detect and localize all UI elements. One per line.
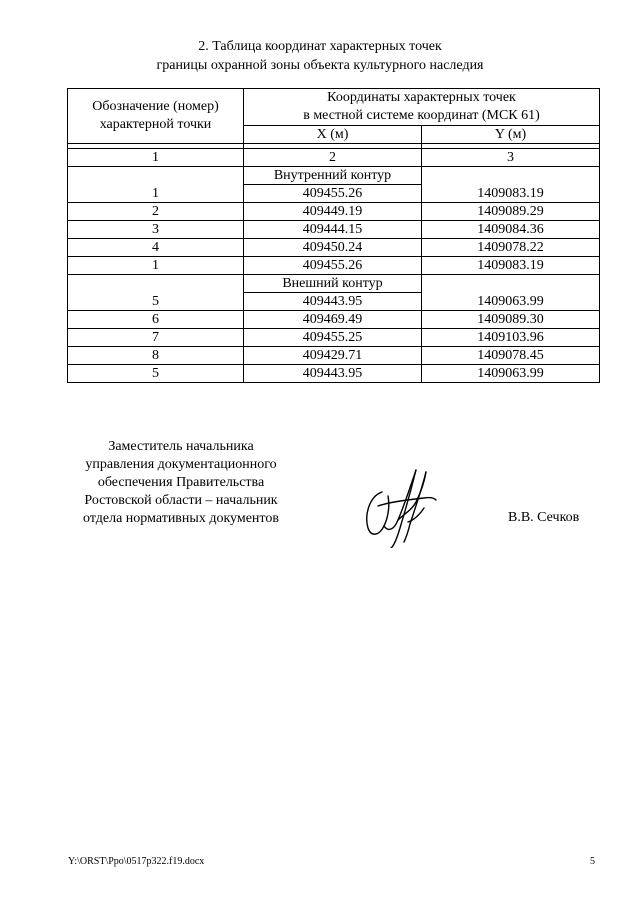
x-coordinate-cell: 409455.26 xyxy=(244,257,422,275)
signer-title-line: отдела нормативных документов xyxy=(83,511,279,526)
document-title xyxy=(0,37,640,75)
signer-name: В.В. Сечков xyxy=(508,510,580,525)
signer-title-line: Ростовской области – начальник xyxy=(84,493,278,508)
signer-title-line: обеспечения Правительства xyxy=(97,475,265,490)
section-name: Внешний контур xyxy=(244,275,422,293)
x-coordinate-cell: 409429.71 xyxy=(244,347,422,365)
x-coordinate-cell: 409449.19 xyxy=(244,203,422,221)
point-number-cell: 8 xyxy=(68,347,244,365)
y-coordinate-cell: 1409078.45 xyxy=(422,347,600,365)
y-coordinate-cell: 1409083.19 xyxy=(422,257,600,275)
x-coordinate-cell: 409443.95 xyxy=(244,293,422,311)
column-number-row xyxy=(68,149,600,167)
column-number: 1 xyxy=(68,149,244,167)
page-number: 5 xyxy=(590,856,595,867)
x-coordinate-cell: 409444.15 xyxy=(244,221,422,239)
signer-title-line: управления документационного xyxy=(85,457,277,472)
y-coordinate-cell: 1409089.30 xyxy=(422,311,600,329)
point-number-cell: 3 xyxy=(68,221,244,239)
y-coordinate-cell: 1409078.22 xyxy=(422,239,600,257)
footer-file-path: Y:\ORST\Ppo\0517p322.f19.docx xyxy=(68,856,205,867)
header-coordinates: Координаты характерных точек в местной системе координат (МСК 61) xyxy=(244,89,600,126)
table-row xyxy=(68,347,600,365)
point-number-cell: 5 xyxy=(68,365,244,383)
section-header-row xyxy=(68,167,600,185)
point-number-cell: 1 xyxy=(68,185,244,203)
y-coordinate-cell: 1409084.36 xyxy=(422,221,600,239)
table-row xyxy=(68,221,600,239)
title-line-2: границы охранной зоны объекта культурного наследия xyxy=(156,58,484,73)
column-number: 3 xyxy=(422,149,600,167)
table-row xyxy=(68,257,600,275)
x-coordinate-cell: 409455.26 xyxy=(244,185,422,203)
table-row xyxy=(68,239,600,257)
header-x: X (м) xyxy=(244,126,422,144)
table-row xyxy=(68,311,600,329)
signer-title-line: Заместитель начальника xyxy=(108,439,254,454)
y-coordinate-cell: 1409089.29 xyxy=(422,203,600,221)
point-number-cell: 2 xyxy=(68,203,244,221)
x-coordinate-cell: 409469.49 xyxy=(244,311,422,329)
y-coordinate-cell: 1409103.96 xyxy=(422,329,600,347)
table-row xyxy=(68,365,600,383)
header-y: Y (м) xyxy=(422,126,600,144)
point-number-cell: 4 xyxy=(68,239,244,257)
signer-title xyxy=(70,438,292,528)
point-number-cell: 7 xyxy=(68,329,244,347)
table-row xyxy=(68,293,600,311)
x-coordinate-cell: 409450.24 xyxy=(244,239,422,257)
table-row xyxy=(68,185,600,203)
table-row xyxy=(68,203,600,221)
column-number: 2 xyxy=(244,149,422,167)
title-line-1: 2. Таблица координат характерных точек xyxy=(198,39,442,54)
coordinates-table xyxy=(67,88,600,383)
point-number-cell: 1 xyxy=(68,257,244,275)
header-point-column: Обозначение (номер) характерной точки xyxy=(68,89,244,144)
section-header-row xyxy=(68,275,600,293)
y-coordinate-cell: 1409083.19 xyxy=(422,185,600,203)
x-coordinate-cell: 409455.25 xyxy=(244,329,422,347)
table-row xyxy=(68,329,600,347)
point-number-cell: 5 xyxy=(68,293,244,311)
section-name: Внутренний контур xyxy=(244,167,422,185)
point-number-cell: 6 xyxy=(68,311,244,329)
handwritten-signature xyxy=(360,462,440,548)
y-coordinate-cell: 1409063.99 xyxy=(422,365,600,383)
header-row xyxy=(68,89,600,126)
y-coordinate-cell: 1409063.99 xyxy=(422,293,600,311)
x-coordinate-cell: 409443.95 xyxy=(244,365,422,383)
